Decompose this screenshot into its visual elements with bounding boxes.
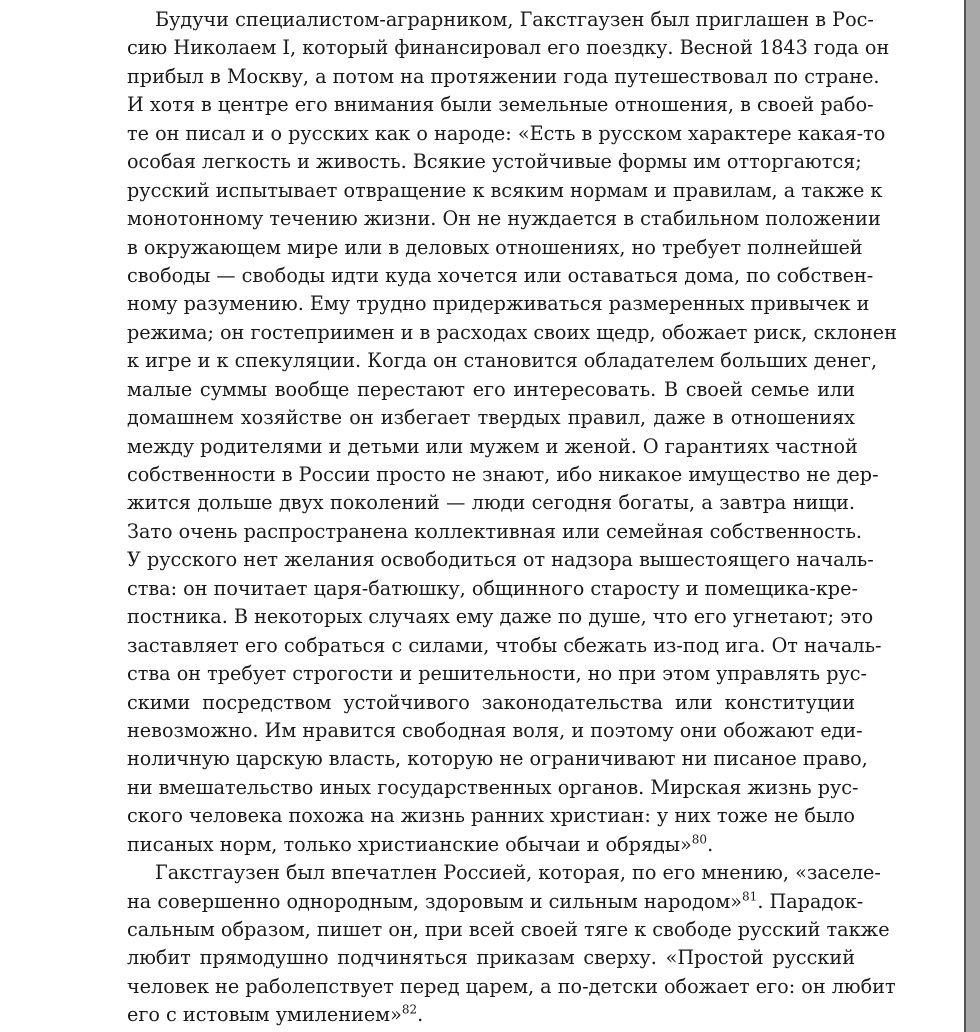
line-text: ни вмешательство иных государственных органов. Мирская жизнь рус- — [127, 775, 859, 799]
footnote-ref: 80 — [691, 832, 708, 847]
text-line: писаных норм, только христианские обычаи и обряды»$^{80}$. — [127, 832, 714, 856]
text-line — [127, 34, 890, 62]
line-text: те он писал и о русских как о народе: «Есть в русском характере какая-то — [127, 121, 886, 145]
line-text: между родителями и детьми или мужем и женой. О гарантиях частной — [127, 434, 858, 458]
line-text: монотонному течению жизни. Он не нуждается в стабильном положении — [127, 207, 881, 231]
text-line — [127, 319, 897, 347]
text-line — [127, 575, 858, 603]
line-text: жится дольше двух поколений — люди сегодня богаты, а завтра нищи. — [127, 491, 855, 515]
body-text — [127, 6, 897, 1030]
line-text: И хотя в центре его внимания были земельные отношения, в своей рабо- — [127, 93, 874, 117]
line-text: Зато очень распространена коллективная или семейная собственность. — [127, 519, 863, 543]
text-line — [127, 774, 859, 802]
text-line — [127, 546, 874, 574]
text-line — [127, 376, 855, 404]
text-line — [127, 603, 874, 631]
line-text: режима; он гостеприимен и в расходах своих щедр, обожает риск, склонен — [127, 320, 897, 344]
text-line — [127, 802, 855, 830]
text-line — [127, 717, 863, 745]
line-text: У русского нет желания освободиться от надзора вышестоящего началь- — [127, 548, 874, 572]
line-text: ноличную царскую власть, которую не ограничивают ни писаное право, — [127, 747, 868, 771]
paragraph-2 — [127, 859, 896, 1030]
text-line — [127, 6, 874, 34]
line-text: сальным образом, пишет он, при всей своей тяге к свободе русский также — [127, 918, 890, 941]
text-line — [127, 262, 874, 290]
footnote-ref: 82 — [401, 1002, 418, 1017]
line-text: собственности в России просто не знают, ибо никакое имущество не дер- — [127, 463, 879, 486]
line-text: писаных норм, только христианские обычаи и обряды» — [127, 832, 692, 856]
text-line — [127, 461, 879, 489]
text-line — [127, 433, 858, 461]
text-line — [127, 489, 855, 517]
line-text: малые суммы вообще перестают его интересовать. В своей семье или — [127, 377, 855, 401]
line-text: заставляет его собраться с силами, чтобы сбежать из-под ига. От началь- — [127, 633, 882, 657]
text-line — [127, 347, 878, 375]
line-text: его с истовым умилением» — [127, 1003, 402, 1027]
line-text: к игре и к спекуляции. Когда он становится обладателем больших денег, — [127, 349, 878, 373]
line-text: ному разумению. Ему трудно придерживаться размеренных привычек и — [127, 292, 870, 316]
text-line — [127, 234, 863, 262]
text-line — [127, 916, 890, 944]
text-line: его с истовым умилением»$^{82}$. — [127, 1002, 424, 1027]
text-line — [127, 632, 882, 660]
text-line — [127, 91, 874, 119]
line-text: . Парадок- — [757, 889, 864, 913]
line-text: в окружающем мире или в деловых отношениях, но требует полнейшей — [127, 235, 863, 259]
text-line — [127, 745, 868, 773]
line-text: ства: он почитает царя-батюшку, общинного старосту и помещика-кре- — [127, 576, 858, 600]
paragraph-1 — [127, 6, 897, 859]
text-line — [127, 660, 867, 688]
text-line — [127, 859, 881, 887]
text-line — [127, 404, 855, 432]
line-text: Будучи специалистом-аграрником, Гакстгаузен был приглашен в Рос- — [155, 8, 874, 31]
text-line — [127, 689, 855, 717]
line-text: особая легкость и живость. Всякие устойчивые формы им отторгаются; — [127, 150, 862, 174]
text-line — [127, 205, 881, 233]
text-line — [127, 290, 870, 318]
text-line — [127, 177, 883, 205]
text-line — [127, 518, 863, 546]
line-text: прибыл в Москву, а потом на протяжении года путешествовал по стране. — [127, 64, 880, 88]
line-text: скими посредством устойчивого законодательства или конституции — [127, 690, 855, 714]
line-text: ства он требует строгости и решительности, но при этом управлять рус- — [127, 662, 867, 686]
line-text: ского человека похожа на жизнь ранних христиан: у них тоже не было — [127, 804, 855, 828]
line-text: любит прямодушно подчиняться приказам сверху. «Простой русский — [127, 946, 855, 970]
line-text: человек не раболепствует перед царем, а по-детски обожает его: он любит — [127, 974, 896, 998]
text-line — [127, 63, 880, 91]
text-line — [127, 120, 886, 148]
text-line — [127, 148, 862, 176]
line-text: свободы — свободы идти куда хочется или оставаться дома, по собствен- — [127, 263, 874, 287]
line-text: русский испытывает отвращение к всяким нормам и правилам, а также к — [127, 178, 883, 202]
line-text: невозможно. Им нравится свободная воля, и поэтому они обожают еди- — [127, 718, 863, 742]
line-text: на совершенно однородным, здоровым и сильным народом» — [127, 889, 743, 913]
text-line — [127, 944, 855, 972]
text-line — [127, 973, 896, 1001]
text-line — [127, 888, 864, 916]
footnote-ref: 81 — [742, 889, 758, 904]
line-text: Гакстгаузен был впечатлен Россией, которая, по его мнению, «заселе- — [155, 861, 881, 885]
line-text: домашнем хозяйстве он избегает твердых правил, даже в отношениях — [127, 406, 855, 430]
line-text: сию Николаем I, который финансировал его поездку. Весной 1843 года он — [127, 36, 890, 60]
line-text: постника. В некоторых случаях ему даже по душе, что его угнетают; это — [127, 605, 874, 629]
